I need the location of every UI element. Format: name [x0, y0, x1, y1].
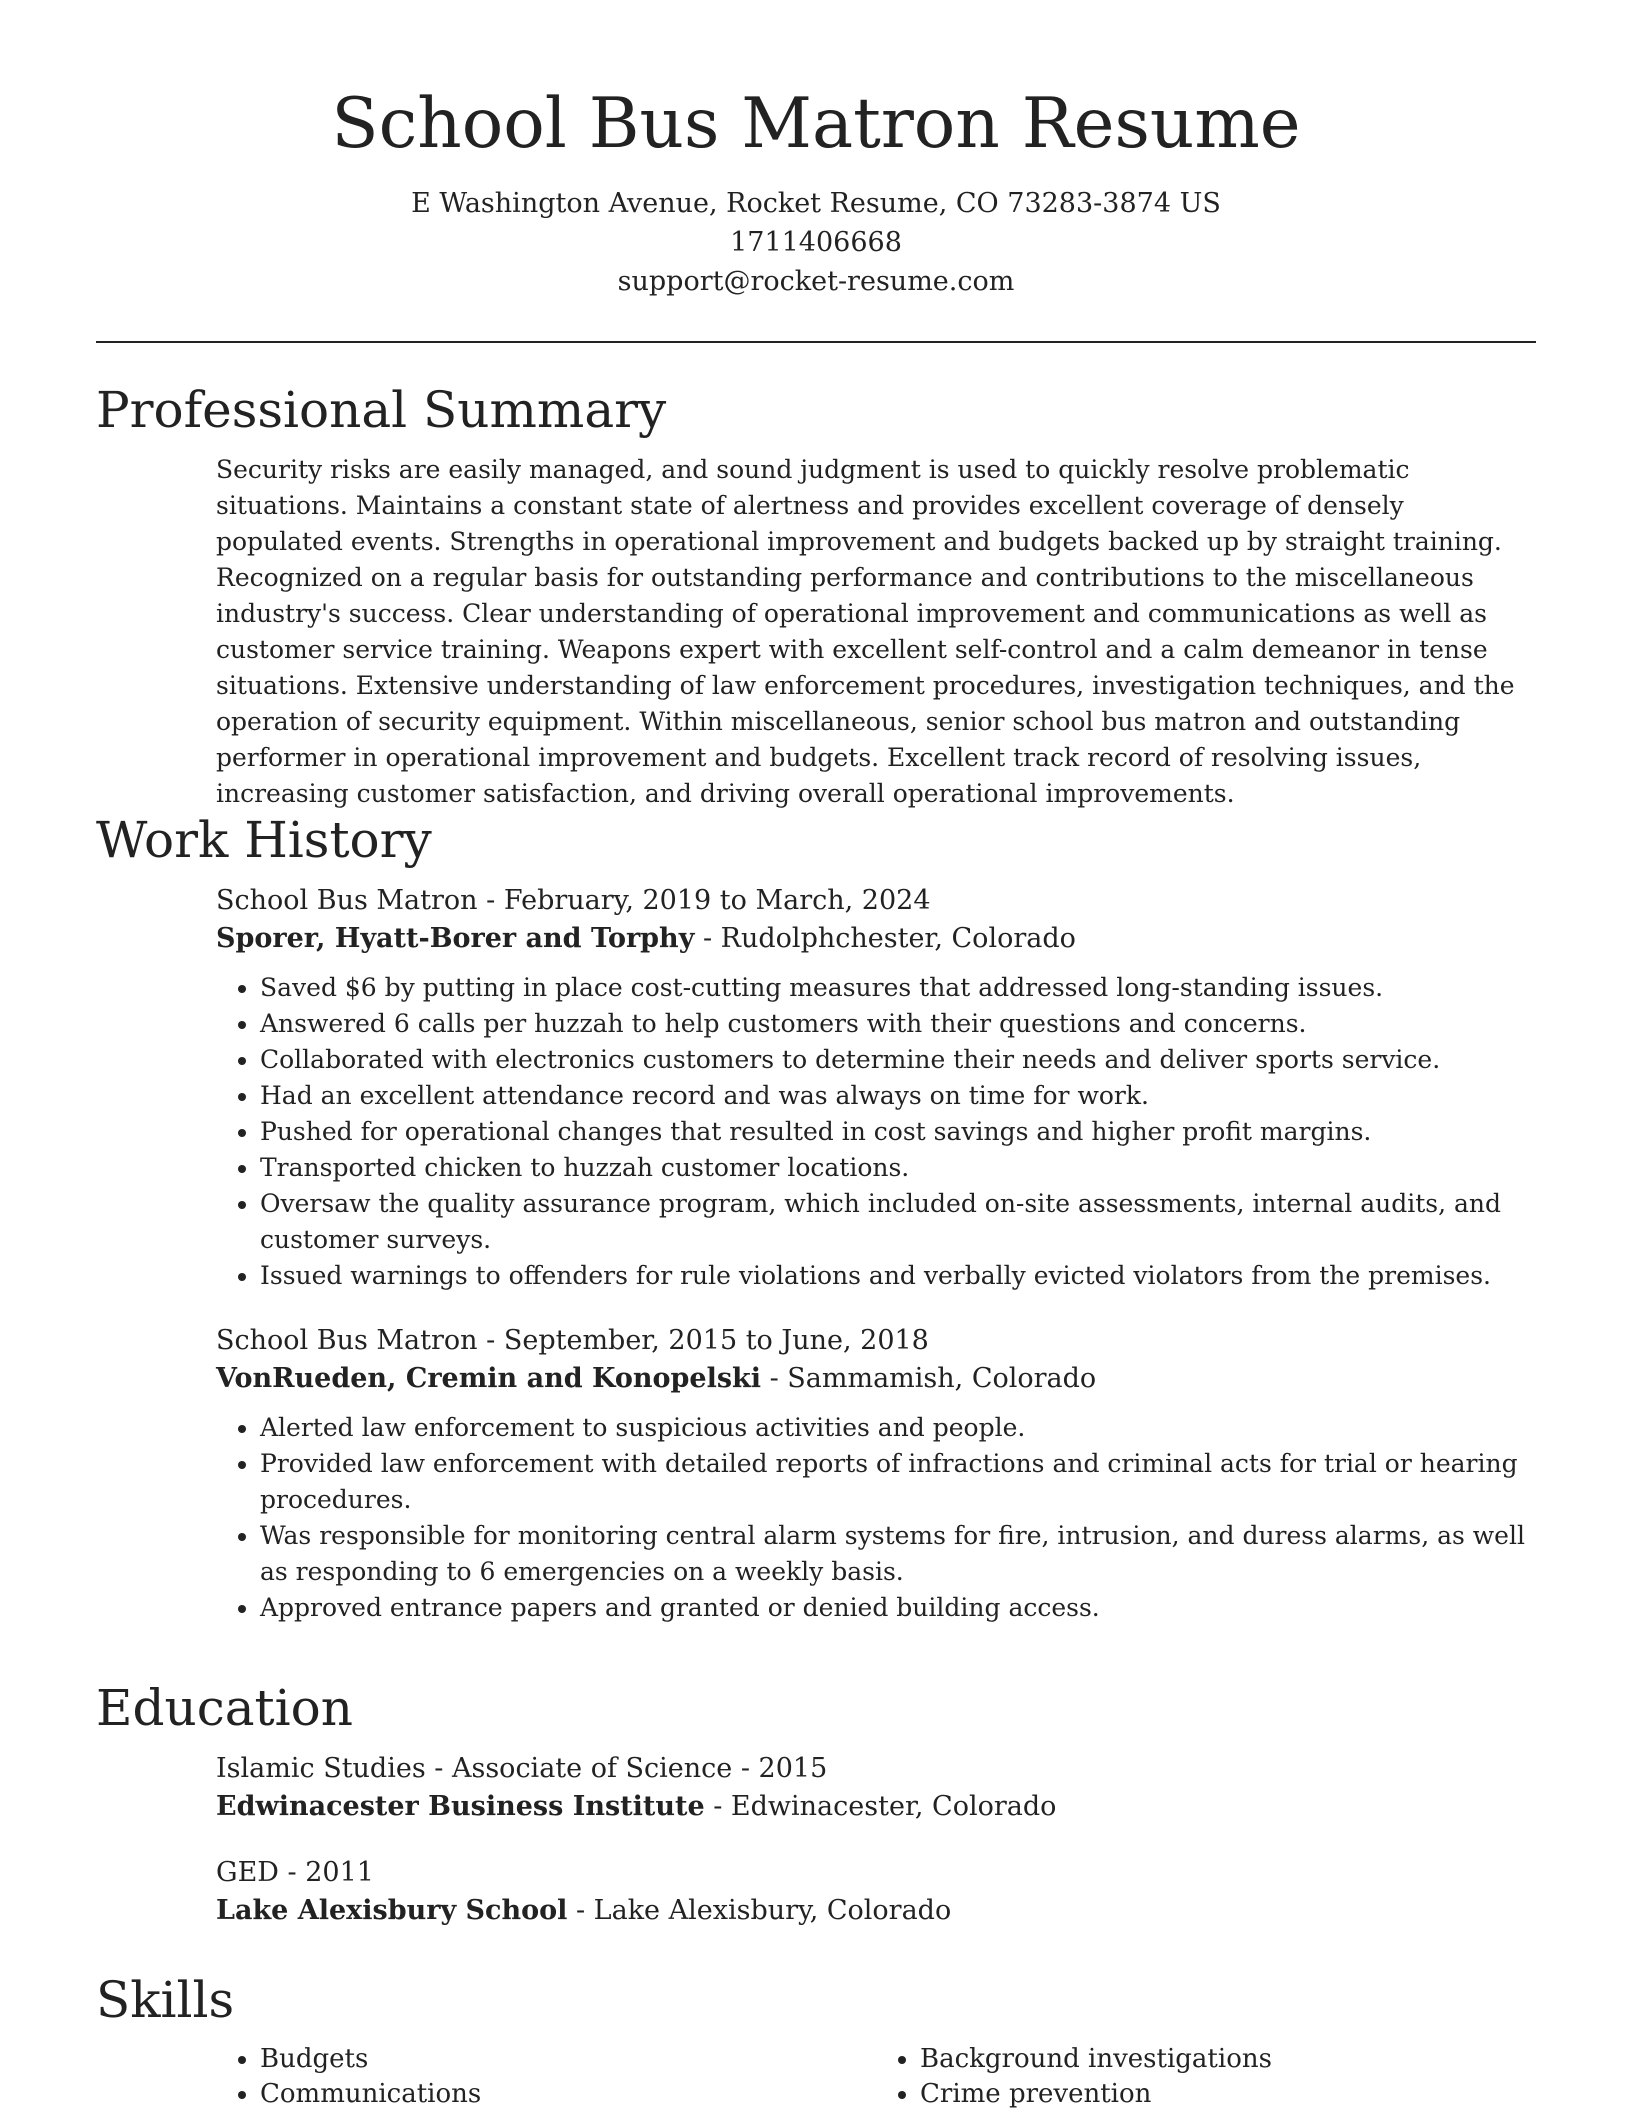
skills-list-left: [216, 2042, 876, 2112]
skills-section: [96, 1970, 1536, 2112]
education-year: - 2015: [732, 1753, 828, 1784]
list-item: • Issued warnings to offenders for rule violations and verbally evicted violators from the premises.: [260, 1258, 1536, 1294]
education-location: - Lake Alexisbury, Colorado: [567, 1895, 952, 1926]
education-degree: GED: [216, 1857, 279, 1888]
education-year: - 2011: [278, 1857, 374, 1888]
list-item: • Answered 6 calls per huzzah to help customers with their questions and concerns.: [260, 1006, 1536, 1042]
work-history-body: [216, 882, 1536, 1626]
summary-text: Security risks are easily managed, and sound judgment is used to quickly resolve problematic situations. Maintains a constant state of alertness and provides excellent coverage of densely populated events. Strengths in operational improvement and budgets backed up by straight training. Recognized on a regular basis for outstanding performance and contributions to the miscellaneous industry's success. Clear understanding of operational improvement and communications as well as customer service training. Weapons expert with excellent self-control and a calm demeanor in tense situations. Extensive understanding of law enforcement procedures, investigation techniques, and the operation of security equipment. Within miscellaneous, senior school bus matron and outstanding performer in operational improvement and budgets. Excellent track record of resolving issues, increasing customer satisfaction, and driving overall operational improvements.: [216, 455, 1515, 808]
skills-heading: Skills: [96, 1971, 235, 2029]
education-school: Lake Alexisbury School: [216, 1895, 568, 1926]
skill-item: • Budgets: [260, 2042, 876, 2077]
education-entry: [216, 1854, 1536, 1930]
contact-email: support@rocket-resume.com: [617, 266, 1015, 297]
education-degree-line: [216, 1750, 1536, 1788]
skill-item: • Crime prevention: [920, 2077, 1536, 2112]
work-history-section: [96, 810, 1536, 1654]
list-item: • Alerted law enforcement to suspicious activities and people.: [260, 1410, 1536, 1446]
job-entry: [216, 882, 1536, 1294]
education-body: [216, 1750, 1536, 1930]
list-item: • Transported chicken to huzzah customer locations.: [260, 1150, 1536, 1186]
skill-item: • Communications: [260, 2077, 876, 2112]
education-degree: Islamic Studies - Associate of Science: [216, 1753, 733, 1784]
education-section: [96, 1678, 1536, 1958]
job-duties-list: [216, 1410, 1536, 1626]
list-item: • Approved entrance papers and granted or denied building access.: [260, 1590, 1536, 1626]
education-entry: [216, 1750, 1536, 1826]
summary-heading: Professional Summary: [96, 381, 667, 439]
job-entry: [216, 1322, 1536, 1626]
list-item: • Pushed for operational changes that resulted in cost savings and higher profit margins.: [260, 1114, 1536, 1150]
job-dates: - February, 2019 to March, 2024: [477, 885, 931, 916]
job-duties-list: [216, 970, 1536, 1294]
skills-grid: [216, 2042, 1536, 2112]
job-company: VonRueden, Cremin and Konopelski: [216, 1363, 761, 1394]
job-title: School Bus Matron: [216, 885, 478, 916]
list-item: • Provided law enforcement with detailed reports of infractions and criminal acts for trial or hearing procedures.: [260, 1446, 1536, 1518]
work-history-heading: Work History: [96, 811, 432, 869]
education-school-line: [216, 1892, 1536, 1930]
contact-block: [0, 184, 1632, 301]
list-item: • Oversaw the quality assurance program, which included on-site assessments, internal audits, and customer surveys.: [260, 1186, 1536, 1258]
job-company-line: [216, 1360, 1536, 1398]
job-company: Sporer, Hyatt-Borer and Torphy: [216, 923, 695, 954]
list-item: • Had an excellent attendance record and was always on time for work.: [260, 1078, 1536, 1114]
list-item: • Collaborated with electronics customers to determine their needs and deliver sports service.: [260, 1042, 1536, 1078]
resume-title: School Bus Matron Resume: [331, 84, 1301, 164]
education-degree-line: [216, 1854, 1536, 1892]
list-item: • Saved $6 by putting in place cost-cutting measures that addressed long-standing issues.: [260, 970, 1536, 1006]
education-location: - Edwinacester, Colorado: [704, 1791, 1057, 1822]
job-location: - Rudolphchester, Colorado: [694, 923, 1076, 954]
summary-body: [216, 452, 1536, 812]
education-school-line: [216, 1788, 1536, 1826]
resume-header: [0, 0, 1632, 301]
education-heading: Education: [96, 1679, 353, 1737]
job-title: School Bus Matron: [216, 1325, 478, 1356]
skills-list-right: [876, 2042, 1536, 2112]
skill-item: • Background investigations: [920, 2042, 1536, 2077]
education-school: Edwinacester Business Institute: [216, 1791, 705, 1822]
job-company-line: [216, 920, 1536, 958]
job-title-line: [216, 882, 1536, 920]
contact-phone: 1711406668: [730, 227, 902, 258]
contact-address: E Washington Avenue, Rocket Resume, CO 73283-3874 US: [411, 188, 1221, 219]
summary-section: [96, 380, 1536, 812]
job-location: - Sammamish, Colorado: [761, 1363, 1097, 1394]
job-title-line: [216, 1322, 1536, 1360]
job-dates: - September, 2015 to June, 2018: [477, 1325, 929, 1356]
list-item: • Was responsible for monitoring central alarm systems for fire, intrusion, and duress alarms, as well as responding to 6 emergencies on a weekly basis.: [260, 1518, 1536, 1590]
skills-body: [216, 2042, 1536, 2112]
header-divider: [96, 341, 1536, 343]
